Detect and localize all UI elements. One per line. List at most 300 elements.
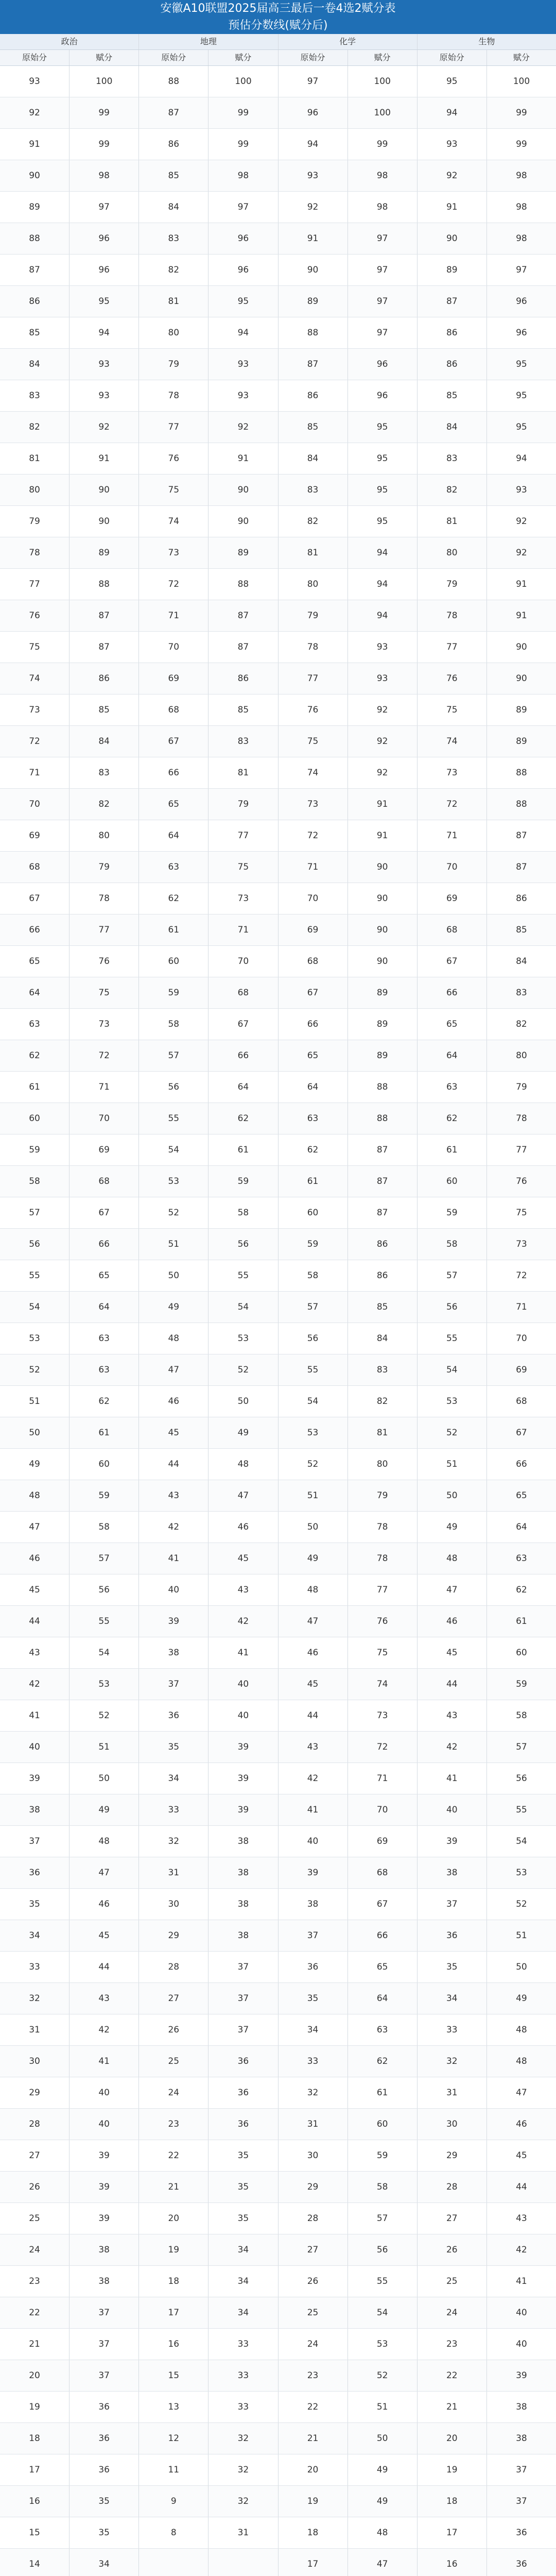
raw-score-cell: 81 [279, 537, 348, 568]
scaled-score-cell: 70 [70, 1103, 139, 1134]
scaled-score-cell: 95 [348, 474, 418, 505]
raw-score-cell: 51 [418, 1449, 487, 1480]
scaled-score-cell: 81 [348, 1417, 418, 1448]
raw-score-cell: 97 [279, 66, 348, 97]
scaled-score-cell: 99 [208, 129, 278, 160]
raw-score-cell: 39 [279, 1857, 348, 1888]
scaled-score-cell: 69 [70, 1134, 139, 1165]
raw-score-cell: 86 [418, 349, 487, 380]
scaled-score-cell: 96 [516, 328, 527, 338]
table-row [0, 97, 556, 129]
scaled-score-cell: 46 [208, 1512, 278, 1543]
scaled-score-cell: 89 [348, 1009, 418, 1040]
scaled-score-cell: 71 [516, 1302, 527, 1312]
scaled-score-cell: 47 [70, 1857, 139, 1888]
raw-score-cell: 22 [0, 2297, 70, 2328]
raw-score-cell: 88 [279, 317, 348, 348]
raw-score-cell: 47 [279, 1606, 348, 1637]
scaled-score-cell: 86 [70, 663, 139, 694]
raw-score-cell: 77 [279, 663, 348, 694]
raw-score-cell: 17 [139, 2297, 208, 2328]
scaled-score-cell: 90 [516, 673, 527, 684]
raw-score-cell: 19 [139, 2234, 208, 2265]
raw-score-cell: 36 [139, 1700, 208, 1731]
scaled-score-cell: 54 [70, 1637, 139, 1668]
scaled-score-cell: 40 [208, 1700, 278, 1731]
raw-score-cell: 42 [139, 1512, 208, 1543]
scaled-score-cell: 88 [516, 768, 527, 778]
scaled-score-cell: 66 [208, 1040, 278, 1071]
scaled-score-cell: 46 [70, 1889, 139, 1920]
scaled-score-cell: 54 [348, 2297, 418, 2328]
scaled-score-cell: 82 [348, 1386, 418, 1417]
raw-score-cell: 27 [0, 2140, 70, 2171]
raw-score-cell: 57 [279, 1292, 348, 1323]
raw-score-cell: 46 [139, 1386, 208, 1417]
raw-score-cell: 35 [0, 1889, 70, 1920]
raw-score-cell: 92 [0, 97, 70, 128]
table-row [0, 1009, 556, 1040]
raw-score-cell: 87 [279, 349, 348, 380]
scaled-score-cell: 80 [70, 820, 139, 851]
column-header-raw: 原始分 [418, 50, 487, 65]
scaled-score-cell: 90 [348, 852, 418, 883]
scaled-score-cell: 62 [208, 1103, 278, 1134]
raw-score-cell: 74 [279, 757, 348, 788]
scaled-score-cell: 73 [348, 1700, 418, 1731]
scaled-score-cell: 35 [208, 2203, 278, 2234]
scaled-score-cell: 38 [516, 2402, 527, 2412]
column-header-scaled: 赋分 [513, 53, 530, 62]
scaled-score-cell: 40 [70, 2077, 139, 2108]
raw-score-cell: 74 [139, 506, 208, 537]
scaled-score-cell: 39 [208, 1794, 278, 1825]
raw-score-cell: 28 [0, 2109, 70, 2140]
raw-score-cell: 85 [0, 317, 70, 348]
scaled-score-cell: 60 [70, 1449, 139, 1480]
table-row [0, 1920, 556, 1952]
raw-score-cell: 19 [0, 2392, 70, 2422]
raw-score-cell: 53 [279, 1417, 348, 1448]
raw-score-cell: 33 [418, 2014, 487, 2045]
table-row [0, 757, 556, 789]
raw-score-cell: 19 [279, 2486, 348, 2517]
scaled-score-cell: 100 [348, 66, 418, 97]
scaled-score-cell: 35 [70, 2486, 139, 2517]
scaled-score-cell: 89 [516, 705, 527, 715]
raw-score-cell: 14 [0, 2549, 70, 2576]
scaled-score-cell: 90 [208, 506, 278, 537]
raw-score-cell: 62 [279, 1134, 348, 1165]
scaled-score-cell: 49 [70, 1794, 139, 1825]
scaled-score-cell: 99 [70, 129, 139, 160]
table-row [0, 600, 556, 632]
scaled-score-cell: 99 [516, 108, 527, 118]
scaled-score-cell: 64 [208, 1072, 278, 1103]
scaled-score-cell: 100 [70, 66, 139, 97]
scaled-score-cell: 40 [208, 1669, 278, 1700]
table-row [0, 255, 556, 286]
scaled-score-cell: 55 [208, 1260, 278, 1291]
raw-score-cell: 20 [139, 2203, 208, 2234]
raw-score-cell: 70 [418, 852, 487, 883]
raw-score-cell: 72 [139, 569, 208, 600]
scaled-score-cell: 89 [516, 736, 527, 747]
scaled-score-cell: 70 [208, 946, 278, 977]
raw-score-cell: 94 [418, 97, 487, 128]
table-row [0, 914, 556, 946]
raw-score-cell: 71 [279, 852, 348, 883]
table-body [0, 66, 556, 2576]
raw-score-cell: 36 [279, 1952, 348, 1982]
raw-score-cell: 43 [0, 1637, 70, 1668]
raw-score-cell: 34 [0, 1920, 70, 1951]
scaled-score-cell: 77 [208, 820, 278, 851]
raw-score-cell: 66 [0, 914, 70, 945]
scaled-score-cell: 72 [70, 1040, 139, 1071]
scaled-score-cell: 69 [516, 1365, 527, 1375]
raw-score-cell: 74 [418, 726, 487, 757]
scaled-score-cell: 79 [70, 852, 139, 883]
scaled-score-cell: 91 [70, 443, 139, 474]
raw-score-cell: 20 [0, 2360, 70, 2391]
scaled-score-cell: 47 [348, 2549, 418, 2576]
raw-score-cell: 43 [418, 1700, 487, 1731]
scaled-score-cell: 87 [348, 1166, 418, 1197]
raw-score-cell: 18 [139, 2266, 208, 2297]
scaled-score-cell: 57 [348, 2203, 418, 2234]
scaled-score-cell: 39 [208, 1732, 278, 1762]
scaled-score-cell: 35 [208, 2140, 278, 2171]
raw-score-cell: 65 [0, 946, 70, 977]
scaled-score-cell: 67 [208, 1009, 278, 1040]
scaled-score-cell: 62 [516, 1585, 527, 1595]
raw-score-cell: 52 [279, 1449, 348, 1480]
raw-score-cell: 64 [0, 977, 70, 1008]
scaled-score-cell: 78 [70, 883, 139, 914]
scaled-score-cell: 90 [516, 642, 527, 652]
scaled-score-cell: 97 [70, 192, 139, 223]
raw-score-cell: 78 [139, 380, 208, 411]
scaled-score-cell: 57 [516, 1742, 527, 1752]
table-row [0, 2454, 556, 2486]
raw-score-cell: 38 [418, 1857, 487, 1888]
scaled-score-cell: 77 [70, 914, 139, 945]
scaled-score-cell: 100 [208, 66, 278, 97]
raw-score-cell: 62 [139, 883, 208, 914]
raw-score-cell: 32 [418, 2046, 487, 2077]
raw-score-cell: 62 [418, 1103, 487, 1134]
scaled-score-cell: 32 [208, 2423, 278, 2454]
scaled-score-cell: 37 [516, 2496, 527, 2506]
raw-score-cell: 88 [0, 223, 70, 254]
raw-score-cell: 59 [0, 1134, 70, 1165]
raw-score-cell: 72 [418, 789, 487, 820]
raw-score-cell: 55 [0, 1260, 70, 1291]
raw-score-cell: 41 [418, 1763, 487, 1794]
raw-score-cell: 52 [139, 1197, 208, 1228]
raw-score-cell: 60 [418, 1166, 487, 1197]
scaled-score-cell: 83 [70, 757, 139, 788]
raw-score-cell: 27 [279, 2234, 348, 2265]
table-row [0, 1889, 556, 1920]
scaled-score-cell: 61 [348, 2077, 418, 2108]
scaled-score-cell: 39 [70, 2203, 139, 2234]
scaled-score-cell: 95 [348, 506, 418, 537]
scaled-score-cell: 89 [70, 537, 139, 568]
scaled-score-cell: 91 [348, 789, 418, 820]
raw-score-cell: 30 [418, 2109, 487, 2140]
scaled-score-cell: 73 [208, 883, 278, 914]
raw-score-cell: 45 [279, 1669, 348, 1700]
scaled-score-cell: 88 [348, 1072, 418, 1103]
table-row [0, 1072, 556, 1103]
raw-score-cell: 64 [279, 1072, 348, 1103]
raw-score-cell: 22 [279, 2392, 348, 2422]
table-row [0, 789, 556, 820]
scaled-score-cell: 95 [70, 286, 139, 317]
raw-score-cell: 59 [418, 1197, 487, 1228]
scaled-score-cell: 38 [208, 1920, 278, 1951]
scaled-score-cell: 38 [208, 1857, 278, 1888]
scaled-score-cell: 97 [348, 286, 418, 317]
raw-score-cell: 32 [279, 2077, 348, 2108]
scaled-score-cell: 87 [516, 862, 527, 872]
raw-score-cell: 30 [279, 2140, 348, 2171]
raw-score-cell: 53 [0, 1323, 70, 1354]
raw-score-cell: 91 [279, 223, 348, 254]
raw-score-cell: 52 [418, 1417, 487, 1448]
table-row [0, 192, 556, 223]
table-row [0, 1983, 556, 2014]
scaled-score-cell: 49 [208, 1417, 278, 1448]
raw-score-cell: 55 [139, 1103, 208, 1134]
scaled-score-cell: 67 [516, 1428, 527, 1438]
scaled-score-cell: 87 [348, 1134, 418, 1165]
raw-score-cell: 76 [0, 600, 70, 631]
raw-score-cell: 29 [0, 2077, 70, 2108]
table-row [0, 1480, 556, 1512]
table-row [0, 1826, 556, 1857]
raw-score-cell: 87 [0, 255, 70, 285]
table-row [0, 317, 556, 349]
table-row [0, 632, 556, 663]
scaled-score-cell: 58 [70, 1512, 139, 1543]
scaled-score-cell: 87 [70, 600, 139, 631]
raw-score-cell: 63 [0, 1009, 70, 1040]
scaled-score-cell: 93 [208, 380, 278, 411]
raw-score-cell: 60 [279, 1197, 348, 1228]
raw-score-cell: 68 [279, 946, 348, 977]
scaled-score-cell: 89 [348, 977, 418, 1008]
raw-score-cell: 45 [418, 1637, 487, 1668]
scaled-score-cell: 92 [70, 412, 139, 443]
scaled-score-cell: 37 [208, 1952, 278, 1982]
scaled-score-cell: 87 [208, 632, 278, 663]
scaled-score-cell: 94 [70, 317, 139, 348]
raw-score-cell: 79 [279, 600, 348, 631]
raw-score-cell: 91 [418, 192, 487, 223]
scaled-score-cell: 38 [70, 2234, 139, 2265]
table-row [0, 1763, 556, 1794]
raw-score-cell: 61 [139, 914, 208, 945]
scaled-score-cell: 63 [70, 1354, 139, 1385]
scaled-score-cell: 86 [516, 893, 527, 904]
scaled-score-cell: 36 [208, 2046, 278, 2077]
scaled-score-cell: 50 [70, 1763, 139, 1794]
raw-score-cell: 61 [279, 1166, 348, 1197]
raw-score-cell: 78 [418, 600, 487, 631]
raw-score-cell: 72 [279, 820, 348, 851]
scaled-score-cell: 95 [348, 412, 418, 443]
scaled-score-cell: 63 [70, 1323, 139, 1354]
raw-score-cell: 90 [279, 255, 348, 285]
raw-score-cell: 70 [139, 632, 208, 663]
scaled-score-cell: 65 [348, 1952, 418, 1982]
scaled-score-cell: 55 [516, 1805, 527, 1815]
raw-score-cell: 20 [279, 2454, 348, 2485]
raw-score-cell: 64 [139, 820, 208, 851]
raw-score-cell: 27 [139, 1983, 208, 2014]
scaled-score-cell: 39 [516, 2370, 527, 2381]
raw-score-cell: 29 [418, 2140, 487, 2171]
table-row [0, 569, 556, 600]
table-row [0, 946, 556, 977]
scaled-score-cell: 63 [348, 2014, 418, 2045]
raw-score-cell: 37 [279, 1920, 348, 1951]
scaled-score-cell: 94 [348, 569, 418, 600]
scaled-score-cell: 70 [516, 1333, 527, 1344]
scaled-score-cell: 79 [516, 1082, 527, 1092]
raw-score-cell: 80 [139, 317, 208, 348]
scaled-score-cell: 51 [516, 1930, 527, 1941]
raw-score-cell: 23 [279, 2360, 348, 2391]
raw-score-cell: 48 [139, 1323, 208, 1354]
scaled-score-cell: 70 [348, 1794, 418, 1825]
raw-score-cell: 50 [0, 1417, 70, 1448]
raw-score-cell: 78 [279, 632, 348, 663]
raw-score-cell: 51 [279, 1480, 348, 1511]
raw-score-cell: 48 [418, 1543, 487, 1574]
scaled-score-cell: 53 [348, 2329, 418, 2360]
scaled-score-cell: 80 [348, 1449, 418, 1480]
scaled-score-cell: 79 [208, 789, 278, 820]
raw-score-cell: 23 [0, 2266, 70, 2297]
raw-score-cell: 46 [0, 1543, 70, 1574]
scaled-score-cell: 59 [70, 1480, 139, 1511]
title-line-1: 安徽A10联盟2025届高三最后一卷4选2赋分表 [160, 2, 396, 15]
scaled-score-cell: 76 [516, 1176, 527, 1187]
table-row [0, 2203, 556, 2234]
scaled-score-cell: 54 [208, 1292, 278, 1323]
table-row [0, 2077, 556, 2109]
scaled-score-cell: 88 [348, 1103, 418, 1134]
raw-score-cell: 51 [0, 1386, 70, 1417]
table-row [0, 1794, 556, 1826]
scaled-score-cell: 96 [348, 349, 418, 380]
raw-score-cell: 18 [279, 2517, 348, 2548]
scaled-score-cell: 73 [70, 1009, 139, 1040]
raw-score-cell: 49 [418, 1512, 487, 1543]
raw-score-cell: 34 [139, 1763, 208, 1794]
raw-score-cell: 34 [279, 2014, 348, 2045]
raw-score-cell: 91 [0, 129, 70, 160]
scaled-score-cell: 52 [208, 1354, 278, 1385]
raw-score-cell: 72 [0, 726, 70, 757]
scaled-score-cell: 49 [348, 2486, 418, 2517]
raw-score-cell: 30 [139, 1889, 208, 1920]
raw-score-cell: 31 [279, 2109, 348, 2140]
scaled-score-cell: 64 [348, 1983, 418, 2014]
subject-header-geography: 地理 [139, 34, 278, 49]
raw-score-cell: 77 [418, 632, 487, 663]
raw-score-cell: 85 [418, 380, 487, 411]
raw-score-cell: 41 [0, 1700, 70, 1731]
scaled-score-cell: 54 [516, 1836, 527, 1846]
raw-score-cell: 76 [279, 694, 348, 725]
table-row [0, 286, 556, 317]
table-row [0, 1857, 556, 1889]
scaled-score-cell: 73 [516, 1239, 527, 1249]
raw-score-cell: 57 [0, 1197, 70, 1228]
raw-score-cell: 93 [279, 160, 348, 191]
scaled-score-cell: 83 [208, 726, 278, 757]
raw-score-cell: 56 [279, 1323, 348, 1354]
raw-score-cell: 76 [418, 663, 487, 694]
scaled-score-cell: 97 [208, 192, 278, 223]
raw-score-cell: 61 [0, 1072, 70, 1103]
scaled-score-cell: 98 [516, 171, 527, 181]
raw-score-cell: 66 [279, 1009, 348, 1040]
raw-score-cell: 56 [0, 1229, 70, 1260]
raw-score-cell: 68 [139, 694, 208, 725]
raw-score-cell: 55 [279, 1354, 348, 1385]
raw-score-cell: 66 [418, 977, 487, 1008]
raw-score-cell: 54 [418, 1354, 487, 1385]
subject-header-biology: 生物 [478, 37, 495, 46]
scaled-score-cell: 44 [516, 2182, 527, 2192]
scaled-score-cell: 68 [516, 1396, 527, 1406]
table-row [0, 694, 556, 726]
raw-score-cell: 40 [418, 1794, 487, 1825]
raw-score-cell: 33 [279, 2046, 348, 2077]
raw-score-cell: 75 [279, 726, 348, 757]
scaled-score-cell: 34 [70, 2549, 139, 2576]
raw-score-cell: 81 [418, 506, 487, 537]
table-row [0, 1323, 556, 1354]
scaled-score-cell: 96 [348, 380, 418, 411]
scaled-score-cell: 39 [208, 1763, 278, 1794]
scaled-score-cell: 61 [70, 1417, 139, 1448]
scaled-score-cell: 33 [208, 2329, 278, 2360]
raw-score-cell: 63 [279, 1103, 348, 1134]
scaled-score-cell: 41 [70, 2046, 139, 2077]
raw-score-cell: 38 [139, 1637, 208, 1668]
raw-score-cell: 60 [0, 1103, 70, 1134]
scaled-score-cell: 100 [348, 97, 418, 128]
raw-score-cell: 88 [139, 66, 208, 97]
scaled-score-cell: 75 [348, 1637, 418, 1668]
raw-score-cell: 46 [279, 1637, 348, 1668]
scaled-score-cell: 37 [70, 2360, 139, 2391]
raw-score-cell: 95 [418, 66, 487, 97]
scaled-score-cell: 87 [208, 600, 278, 631]
raw-score-cell: 80 [279, 569, 348, 600]
scaled-score-cell: 93 [348, 632, 418, 663]
scaled-score-cell: 37 [70, 2297, 139, 2328]
scaled-score-cell: 92 [348, 726, 418, 757]
raw-score-cell: 87 [418, 286, 487, 317]
